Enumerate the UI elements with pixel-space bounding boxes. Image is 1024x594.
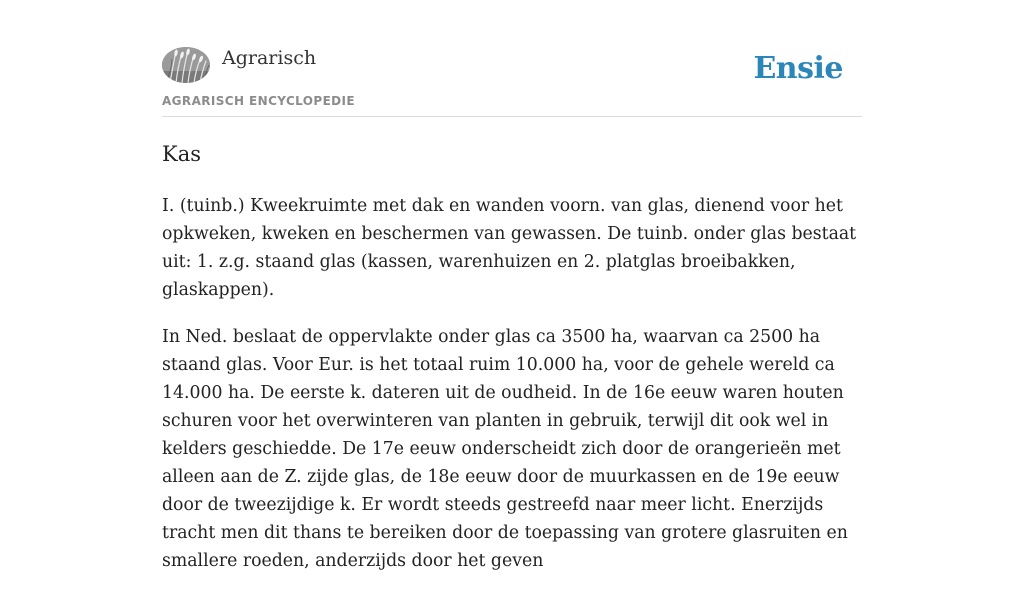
- page: [162, 0, 862, 571]
- brand-logo[interactable]: Ensie: [753, 51, 843, 86]
- page-title: Kas: [162, 142, 201, 166]
- paragraph: I. (tuinb.) Kweekruimte met dak en wanden voorn. van glas, dienend voor het opkweken, kweken en beschermen van gewassen. De tuinb. onder glas bestaat uit: 1. z.g. staand glas (kassen, warenhuizen en 2. platglas broeibakken, glaskappen).: [162, 196, 857, 300]
- article-body: [162, 192, 862, 594]
- site-subtitle[interactable]: AGRARISCH ENCYCLOPEDIE: [162, 94, 355, 108]
- site-name[interactable]: Agrarisch: [222, 47, 317, 69]
- paragraph: In Ned. beslaat de oppervlakte onder glas ca 3500 ha, waarvan ca 2500 ha staand glas. Voor Eur. is het totaal ruim 10.000 ha, voor de gehele wereld ca 14.000 ha. De eerste k. dateren uit de oudheid. In de 16e eeuw waren houten schuren voor het overwinteren van planten in gebruik, terwijl dit ook wel in kelders geschiedde. De 17e eeuw onderscheidt zich door de orangerieën met alleen aan de Z. zijde glas, de 18e eeuw door de muurkassen en de 19e eeuw door de tweezijdige k. Er wordt steeds gestreefd naar meer licht. Enerzijds tracht men dit thans te bereiken door de toepassing van grotere glasruiten en smallere roeden, anderzijds door het geven: [162, 327, 848, 571]
- wheat-icon[interactable]: [162, 47, 210, 83]
- site-header: [162, 0, 862, 117]
